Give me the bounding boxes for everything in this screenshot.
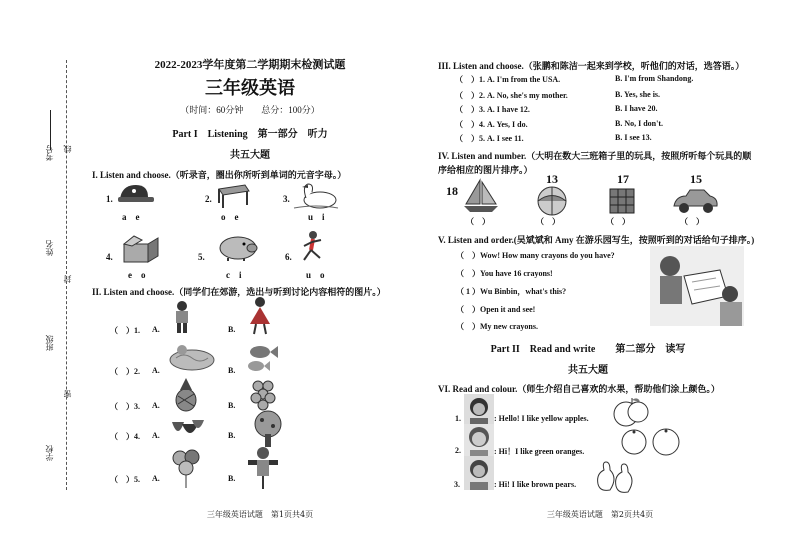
- part2-title: Part II Read and write 第二部分 读写: [490, 344, 686, 355]
- option-b-label: B.: [228, 431, 236, 440]
- q3-option-a[interactable]: （ ）2. A. No, she's my mother.: [455, 91, 568, 100]
- scarecrow-image[interactable]: [246, 446, 280, 490]
- option-a-label: A.: [152, 431, 160, 440]
- q5-heading: V. Listen and order.(吴斌斌和 Amy 在游乐园写生，按照听到的对话给句子排序。): [438, 235, 755, 245]
- oranges-image: [620, 424, 682, 456]
- running-boy-image: [298, 230, 328, 264]
- q1-item-options[interactable]: u i: [308, 212, 325, 222]
- q3-option-b[interactable]: B. I see 13.: [615, 133, 652, 142]
- q6-heading: VI. Read and colour.（师生介绍自己喜欢的水果，帮助他们涂上颜色。）: [438, 384, 720, 394]
- q3-option-a[interactable]: （ ）4. A. Yes, I do.: [455, 120, 528, 129]
- q2-answer-slot[interactable]: （ ）3.: [110, 402, 140, 411]
- q1-item-options[interactable]: o e: [221, 212, 239, 222]
- option-a-label: A.: [152, 366, 160, 375]
- q1-item-number: 3.: [283, 194, 290, 204]
- q6-sentence: : Hi! I like brown pears.: [494, 480, 577, 489]
- q1-heading: I. Listen and choose.（听录音，圈出你所听到单词的元音字母。）: [92, 170, 347, 180]
- pond-image[interactable]: [168, 342, 216, 372]
- box-image: [118, 234, 162, 264]
- q6-sentence: : Hi！I like green oranges.: [494, 447, 585, 456]
- q5-sentence[interactable]: （ ）Wow! How many crayons do you have?: [456, 251, 615, 260]
- pineapple-image[interactable]: [170, 378, 202, 412]
- part1-title: Part I Listening 第一部分 听力: [172, 129, 328, 140]
- gutter-kaohao: 考号: [45, 145, 54, 161]
- q1-item-options[interactable]: e o: [128, 270, 146, 280]
- kaohao-blank: [50, 110, 51, 150]
- q5-sentence[interactable]: （ ）You have 16 crayons!: [456, 269, 553, 278]
- q1-item-number: 1.: [106, 194, 113, 204]
- q2-answer-slot[interactable]: （ ）2.: [110, 367, 140, 376]
- option-b-label: B.: [228, 366, 236, 375]
- duck-image: [292, 180, 340, 210]
- q4-heading: IV. Listen and number.（大明在数大三班箱子里的玩具，按照所听每个玩具的顺序给相应的图片排序。）: [438, 151, 752, 175]
- gutter-xingming: 姓名: [45, 240, 54, 256]
- toy-count: 17: [617, 172, 629, 186]
- strawberries-image[interactable]: [168, 414, 206, 440]
- q1-item-options[interactable]: c i: [226, 270, 242, 280]
- fish-image[interactable]: [244, 340, 280, 374]
- gutter-mi: 密: [63, 390, 72, 398]
- boy-portrait-image: [464, 456, 494, 490]
- q6-number: 1.: [455, 414, 461, 423]
- exam-title: 2022-2023学年度第二学期期末检测试题: [154, 59, 346, 71]
- option-b-label: B.: [228, 325, 236, 334]
- q3-option-b[interactable]: B. No, I don't.: [615, 119, 664, 128]
- q4-blank[interactable]: （ ）: [606, 217, 630, 226]
- page1-footer: 三年级英语试题 第1页共4页: [206, 510, 314, 519]
- girl-image[interactable]: [246, 296, 274, 336]
- gutter-banji: 班级: [45, 335, 54, 351]
- option-b-label: B.: [228, 474, 236, 483]
- q4-blank[interactable]: （ ）: [466, 217, 490, 226]
- q4-blank[interactable]: （ ）: [680, 217, 704, 226]
- girl-portrait-image: [464, 394, 494, 424]
- gutter-feng: 封: [63, 275, 72, 283]
- tree-image[interactable]: [248, 410, 288, 448]
- toy-count: 13: [546, 172, 558, 186]
- q2-answer-slot[interactable]: （ ）4.: [110, 432, 140, 441]
- q2-answer-slot[interactable]: （ ）5.: [110, 475, 140, 484]
- q2-answer-slot[interactable]: （ ）1.: [110, 326, 140, 335]
- q5-sentence[interactable]: （ 1 ）Wu Binbin，what's this?: [456, 287, 567, 296]
- boy-image[interactable]: [170, 300, 194, 336]
- subject-title: 三年级英语: [205, 78, 295, 99]
- gutter-xian: 线: [63, 145, 72, 153]
- sailboat-image: [462, 178, 500, 214]
- time-score: （时间：60分钟 总分：100分）: [180, 105, 320, 115]
- page2-footer: 三年级英语试题 第2页共4页: [546, 510, 654, 519]
- option-a-label: A.: [152, 325, 160, 334]
- q3-option-a[interactable]: （ ）3. A. I have 12.: [455, 105, 530, 114]
- part1-subtitle: 共五大题: [230, 150, 270, 161]
- q1-item-number: 2.: [205, 194, 212, 204]
- grapes-image[interactable]: [246, 376, 280, 412]
- q3-option-a[interactable]: （ ）5. A. I see 11.: [455, 134, 524, 143]
- option-a-label: A.: [152, 474, 160, 483]
- toy-car-image: [670, 186, 720, 214]
- part2-subtitle: 共五大题: [568, 365, 608, 376]
- q1-item-number: 5.: [198, 252, 205, 262]
- desk-image: [215, 181, 251, 209]
- q1-item-number: 4.: [106, 252, 113, 262]
- rubiks-cube-image: [607, 186, 637, 216]
- pears-image: [596, 458, 638, 494]
- pig-image: [216, 232, 260, 262]
- q6-number: 2.: [455, 446, 461, 455]
- ball-image: [534, 186, 570, 216]
- teacher-portrait-image: [464, 424, 494, 456]
- kids-drawing-image: [650, 246, 744, 326]
- q5-sentence[interactable]: （ ）Open it and see!: [456, 305, 536, 314]
- gutter-xuexiao: 学校: [45, 445, 54, 461]
- q1-item-options[interactable]: a e: [122, 212, 140, 222]
- q1-item-number: 6.: [285, 252, 292, 262]
- option-a-label: A.: [152, 401, 160, 410]
- q6-number: 3.: [454, 480, 460, 489]
- toy-count: 15: [690, 172, 702, 186]
- q3-option-b[interactable]: B. I have 20.: [615, 104, 658, 113]
- cap-image: [116, 181, 156, 207]
- q3-heading: III. Listen and choose.（张鹏和陈洁一起来到学校，听他们的对话，选答语。）: [438, 61, 745, 71]
- q3-option-b[interactable]: B. I'm from Shandong.: [615, 74, 694, 83]
- q6-sentence: : Hello! I like yellow apples.: [494, 414, 589, 423]
- q3-option-b[interactable]: B. Yes, she is.: [615, 90, 661, 99]
- balloons-image[interactable]: [170, 448, 204, 490]
- q3-option-a[interactable]: （ ）1. A. I'm from the USA.: [455, 75, 561, 84]
- q1-item-options[interactable]: u o: [306, 270, 325, 280]
- toy-count: 18: [446, 184, 458, 198]
- q4-blank[interactable]: （ ）: [536, 217, 560, 226]
- option-b-label: B.: [228, 401, 236, 410]
- q2-heading: II. Listen and choose.（同学们在郊游，选出与听到讨论内容相符的图片。）: [92, 287, 386, 297]
- q5-sentence[interactable]: （ ）My new crayons.: [456, 322, 538, 331]
